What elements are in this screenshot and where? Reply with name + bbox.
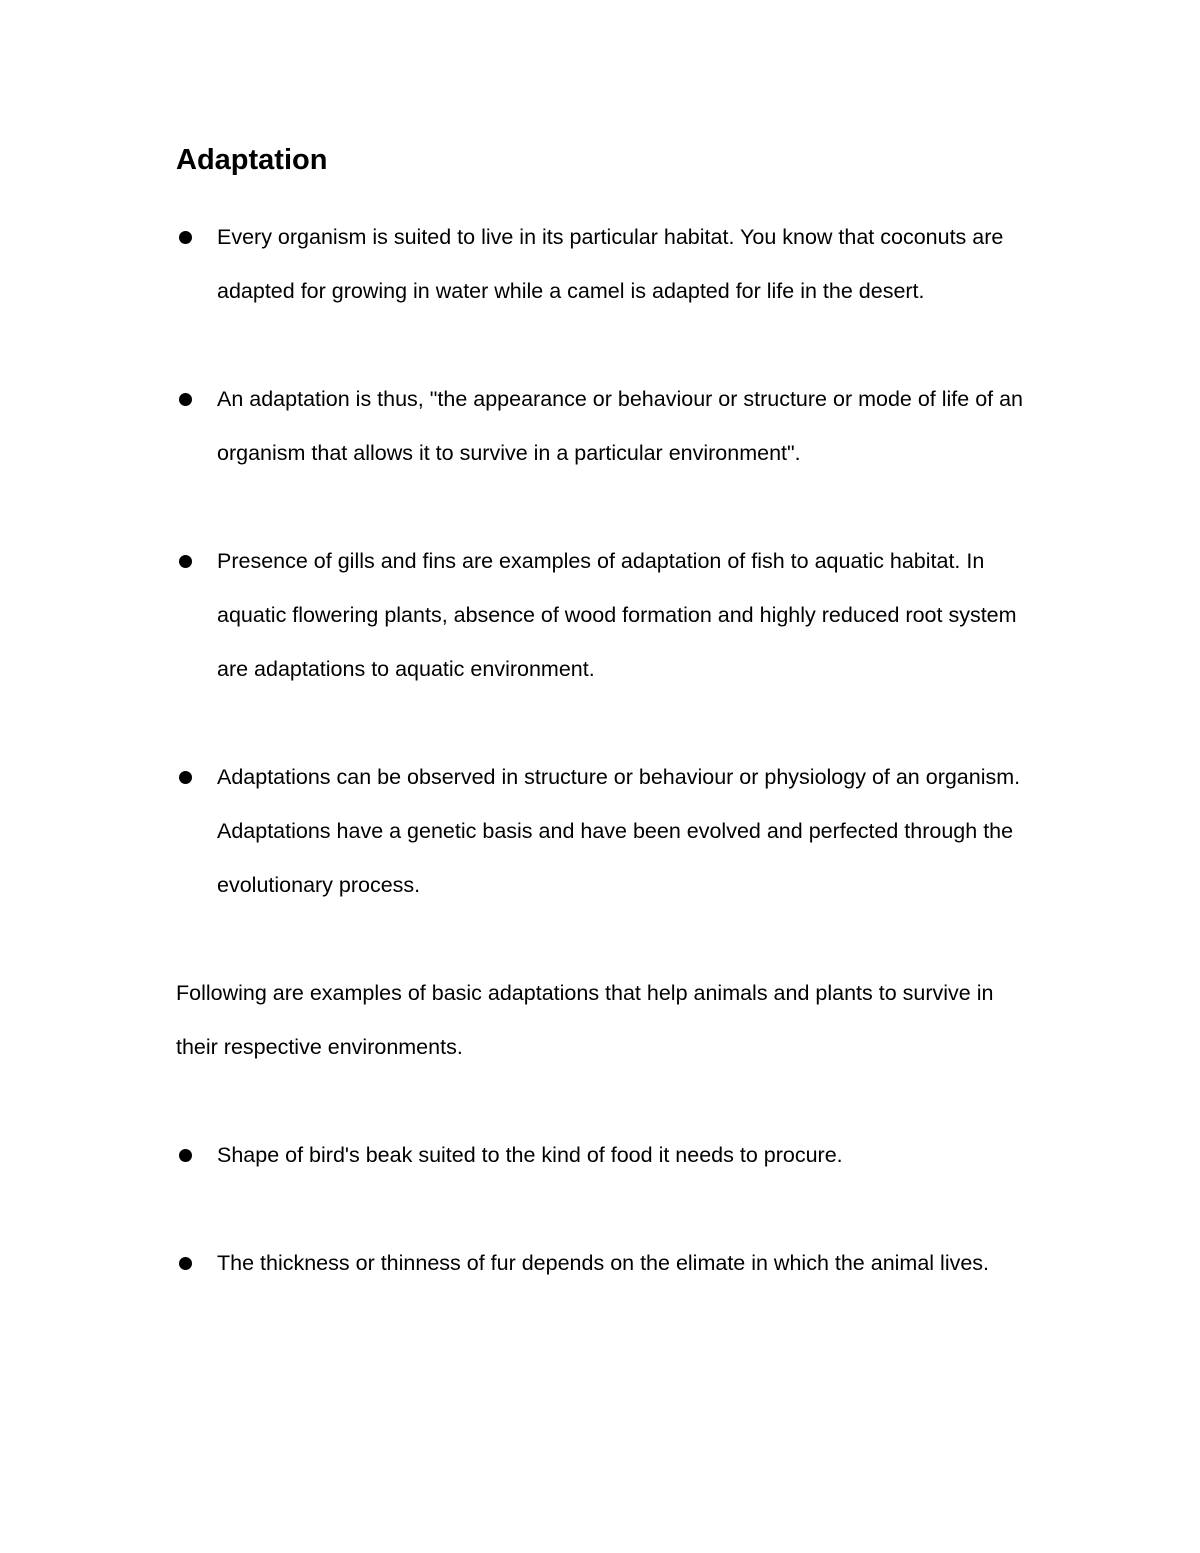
bullet-icon <box>179 231 192 244</box>
bullet-icon <box>179 1257 192 1270</box>
list-item <box>176 1128 1036 1182</box>
bullet-icon <box>179 555 192 568</box>
bullet-list-adaptation <box>176 210 1036 912</box>
list-item-text: Every organism is suited to live in its particular habitat. You know that coconuts are adapted for growing in water while a camel is adapted for life in the desert. <box>217 225 1004 303</box>
intro-paragraph: Following are examples of basic adaptations that help animals and plants to survive in their respective environments. <box>176 981 994 1059</box>
list-item <box>176 750 1036 912</box>
document-content <box>176 140 1036 1290</box>
list-item <box>176 1236 1036 1290</box>
page-title: Adaptation <box>176 144 328 176</box>
list-item <box>176 534 1036 696</box>
list-item <box>176 372 1036 480</box>
bullet-icon <box>179 1149 192 1162</box>
list-item-text: Presence of gills and fins are examples of adaptation of fish to aquatic habitat. In aquatic flowering plants, absence of wood formation and highly reduced root system are adaptations to aquatic environment. <box>217 549 1017 681</box>
spacer <box>176 912 1036 966</box>
bullet-list-examples <box>176 1128 1036 1290</box>
list-item-text: Shape of bird's beak suited to the kind of food it needs to procure. <box>217 1143 843 1167</box>
list-item-text: An adaptation is thus, "the appearance or behaviour or structure or mode of life of an organism that allows it to survive in a particular environment". <box>217 387 1024 465</box>
bullet-icon <box>179 393 192 406</box>
list-item-text: The thickness or thinness of fur depends on the elimate in which the animal lives. <box>217 1251 990 1275</box>
list-item <box>176 210 1036 318</box>
list-item-text: Adaptations can be observed in structure or behaviour or physiology of an organism. Adaptations have a genetic basis and have been evolved and perfected through the evolutionary process. <box>217 765 1021 897</box>
bullet-icon <box>179 771 192 784</box>
